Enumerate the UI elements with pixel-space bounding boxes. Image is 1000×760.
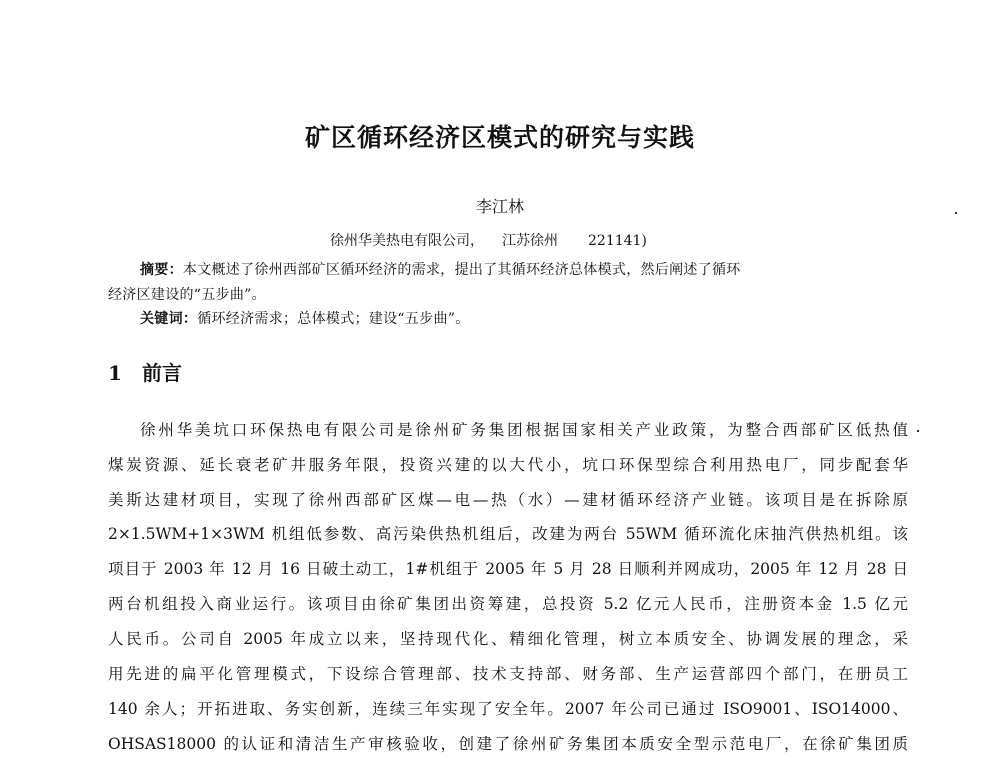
scan-speck bbox=[917, 430, 919, 432]
affiliation-organization: 徐州华美热电有限公司， bbox=[330, 233, 484, 249]
keywords-label: 关键词： bbox=[140, 311, 198, 327]
abstract-line-1 bbox=[140, 259, 741, 279]
body-line: 人民币。公司自 2005 年成立以来，坚持现代化、精细化管理，树立本质安全、协调发展的理念，采 bbox=[108, 630, 908, 648]
body-line: 用先进的扁平化管理模式，下设综合管理部、技术支持部、财务部、生产运营部四个部门，在册员工 bbox=[108, 665, 908, 683]
abstract-text-2: 经济区建设的“五步曲”。 bbox=[108, 287, 266, 303]
section-title: 前言 bbox=[142, 361, 182, 385]
section-heading bbox=[108, 357, 182, 386]
author-affiliation bbox=[330, 230, 647, 250]
affiliation-postcode: 221141) bbox=[588, 233, 647, 249]
body-line: OHSAS18000 的认证和清洁生产审核验收，创建了徐州矿务集团本质安全型示范电厂，在徐矿集团质 bbox=[108, 735, 908, 753]
body-line: 美斯达建材项目，实现了徐州西部矿区煤—电—热（水）—建材循环经济产业链。该项目是在拆除原 bbox=[108, 491, 908, 509]
author-name: 李江林 bbox=[475, 197, 524, 216]
abstract-label: 摘要： bbox=[140, 262, 183, 278]
body-line: 煤炭资源、延长衰老矿井服务年限，投资兴建的以大代小，坑口环保型综合利用热电厂，同步配套华 bbox=[108, 456, 908, 474]
keywords-text: 循环经济需求；总体模式；建设“五步曲”。 bbox=[197, 311, 470, 327]
abstract-line-2 bbox=[108, 284, 266, 304]
body-line: 两台机组投入商业运行。该项目由徐矿集团出资筹建，总投资 5.2 亿元人民币，注册资本金 1.5 亿元 bbox=[108, 595, 908, 613]
paper-title: 矿区循环经济区模式的研究与实践 bbox=[304, 123, 695, 152]
body-line: 140 余人；开拓进取、务实创新，连续三年实现了安全年。2007 年公司已通过 ISO9001、ISO14000、 bbox=[108, 700, 908, 718]
abstract-text-1: 本文概述了徐州西部矿区循环经济的需求，提出了其循环经济总体模式，然后阐述了循环 bbox=[182, 262, 741, 278]
body-line: 徐州华美坑口环保热电有限公司是徐州矿务集团根据国家相关产业政策，为整合西部矿区低热值 bbox=[140, 421, 908, 439]
body-line: 2×1.5WM+1×3WM 机组低参数、高污染供热机组后，改建为两台 55WM 循环流化床抽汽供热机组。该 bbox=[108, 525, 908, 543]
section-number: 1 bbox=[108, 361, 122, 385]
keywords-line bbox=[140, 308, 470, 328]
affiliation-city: 江苏徐州 bbox=[502, 233, 558, 249]
scan-speck bbox=[955, 212, 957, 214]
body-line: 项目于 2003 年 12 月 16 日破土动工，1#机组于 2005 年 5 月 28 日顺利并网成功，2005 年 12 月 28 日 bbox=[108, 560, 908, 578]
